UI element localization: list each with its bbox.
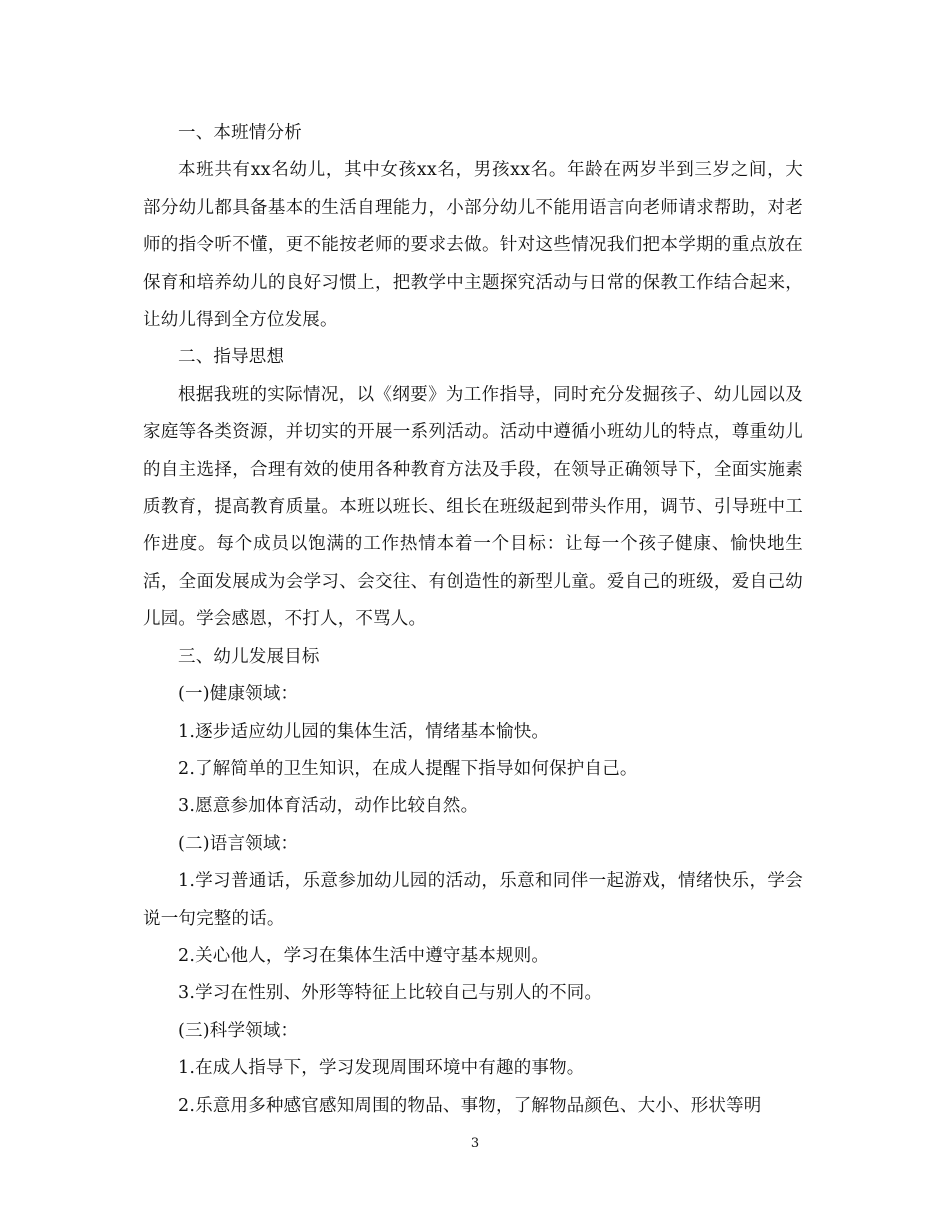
page-number: 3	[470, 1136, 480, 1151]
list-item: 3.愿意参加体育活动，动作比较自然。	[178, 796, 479, 817]
list-item: 1.学习普通话，乐意参加幼儿园的活动，乐意和同伴一起游戏，情绪快乐，学会说一句完整的话。	[143, 871, 803, 929]
subheading-language-domain: (二)语言领域：	[178, 833, 299, 854]
list-item: 2.关心他人，学习在集体生活中遵守基本规则。	[178, 945, 550, 966]
subheading-health-domain: (一)健康领域：	[178, 684, 299, 705]
section-heading-class-analysis: 一、本班情分析	[178, 123, 302, 143]
paragraph-guiding-ideas: 根据我班的实际情况，以《纲要》为工作指导，同时充分发掘孩子、幼儿园以及家庭等各类资源，并切实的开展一系列活动。活动中遵循小班幼儿的特点，尊重幼儿的自主选择，合理有效的使用各种教育方法及手段，在领导正确领导下，全面实施素质教育，提高教育质量。本班以班长、组长在班级起到带头作用，调节、引导班中工作进度。每个成员以饱满的工作热情本着一个目标：让每一个孩子健康、愉快地生活，全面发展成为会学习、会交往、有创造性的新型儿童。爱自己的班级，爱自己幼儿园。学会感恩，不打人，不骂人。	[143, 384, 803, 630]
section-heading-guiding-ideas: 二、指导思想	[178, 347, 285, 368]
document-body	[143, 115, 803, 1125]
subheading-science-domain: (三)科学领域：	[178, 1020, 299, 1041]
section-heading-development-goals: 三、幼儿发展目标	[178, 646, 320, 667]
list-item: 2.乐意用多种感官感知周围的物品、事物，了解物品颜色、大小、形状等明	[178, 1095, 762, 1116]
paragraph-class-analysis: 本班共有xx名幼儿，其中女孩xx名，男孩xx名。年龄在两岁半到三岁之间，大部分幼儿都具备基本的生活自理能力，小部分幼儿不能用语言向老师请求帮助，对老师的指令听不懂，更不能按老师的要求去做。针对这些情况我们把本学期的重点放在保育和培养幼儿的良好习惯上，把教学中主题探究活动与日常的保教工作结合起来，让幼儿得到全方位发展。	[143, 160, 803, 331]
list-item: 1.逐步适应幼儿园的集体生活，情绪基本愉快。	[178, 721, 550, 742]
list-item: 2.了解简单的卫生知识，在成人提醒下指导如何保护自己。	[178, 758, 638, 779]
list-item: 3.学习在性别、外形等特征上比较自己与别人的不同。	[178, 983, 603, 1004]
list-item: 1.在成人指导下，学习发现周围环境中有趣的事物。	[178, 1058, 585, 1079]
